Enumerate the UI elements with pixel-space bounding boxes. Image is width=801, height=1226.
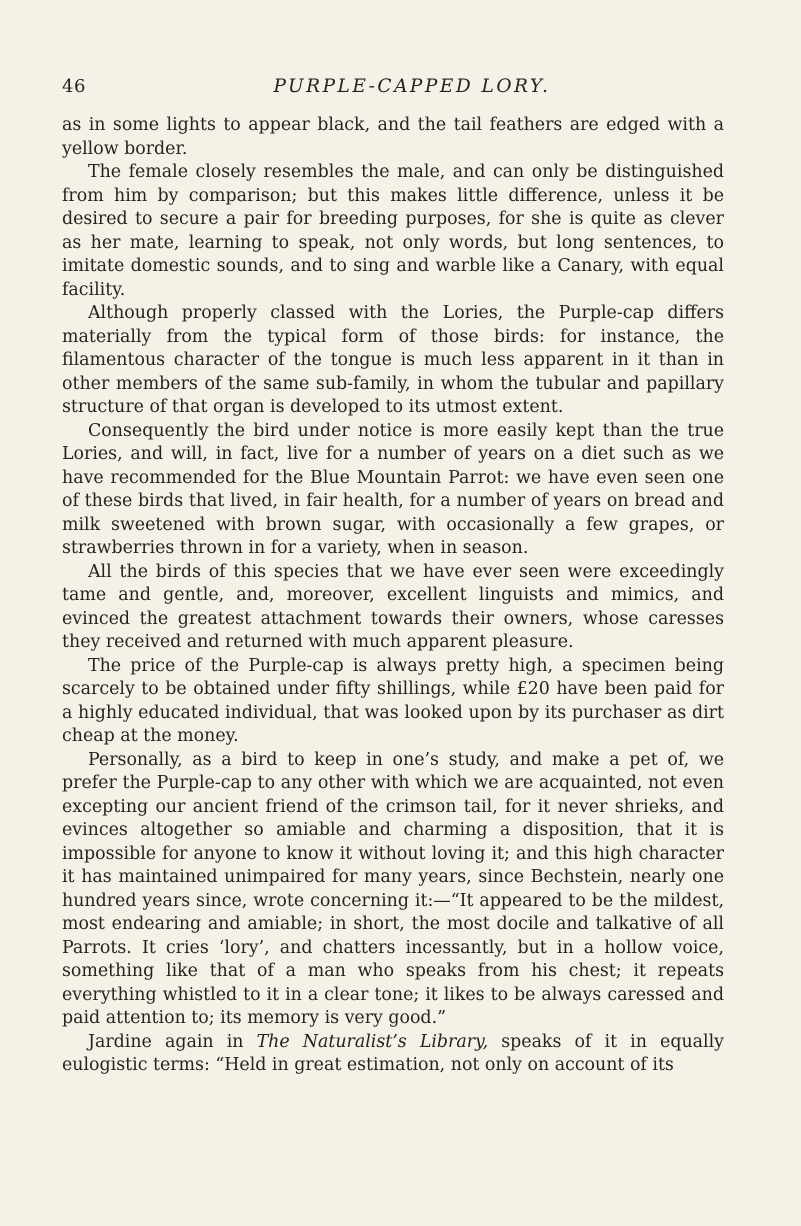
paragraph-classification: Although properly classed with the Lories, the Purple-cap differs materially from the typical form of those birds: for instance, the filamentous character of the tongue is much less apparent in it than in other members of the same sub-family, in whom the tubular and papillary structure of that organ is developed to its utmost extent. xyxy=(62,303,724,417)
paragraph-female: The female closely resembles the male, and can only be distinguished from him by comparison; but this makes little difference, unless it be desired to secure a pair for breeding purposes, for she is quite as clever as her mate, learning to speak, not only words, but long sentences, to imitate domestic sounds, and to sing and warble like a Canary, with equal facility. xyxy=(62,162,724,300)
paragraph-personal-view: Personally, as a bird to keep in one’s study, and make a pet of, we prefer the Purple-cap to any other with which we are acquainted, not even excepting our ancient friend of the crimson tail, for it never shrieks, and evinces altogether so amiable and charming a disposition, that it is impossible for anyone to know it without loving it; and this high character it has maintained unimpaired for many years, since Bechstein, nearly one hundred years since, wrote concerning it:—“It appeared to be the mildest, most endearing and amiable; in short, the most docile and talkative of all Parrots. It cries ‘lory’, and chatters incessantly, but in a hollow voice, something like that of a man who speaks from his chest; it repeats everything whistled to it in a clear tone; it likes to be always caressed and paid attention to; its memory is very good.” xyxy=(62,749,724,1028)
book-title: The Naturalist’s Library, xyxy=(256,1031,489,1052)
paragraph-tail-feathers: as in some lights to appear black, and the tail feathers are edged with a yellow border. xyxy=(62,115,724,159)
page-number: 46 xyxy=(62,76,86,97)
running-title: PURPLE-CAPPED LORY. xyxy=(273,76,551,97)
paragraph-jardine xyxy=(62,1031,724,1078)
jardine-text-after: speaks of it in equally eulogistic terms: “Held in great estimation, not only on account of its xyxy=(62,1031,724,1075)
paragraph-diet: Consequently the bird under notice is more easily kept than the true Lories, and will, in fact, live for a number of years on a diet such as we have recommended for the Blue Mountain Parrot: we have even seen one of these birds that lived, in fair health, for a number of years on bread and milk sweetened with brown sugar, with occasionally a few grapes, or strawberries thrown in for a variety, when in season. xyxy=(62,420,724,558)
page-header xyxy=(62,76,722,106)
paragraph-temperament: All the birds of this species that we have ever seen were exceedingly tame and gentle, and, moreover, excellent linguists and mimics, and evinced the greatest attachment towards their owners, whose caresses they received and returned with much apparent pleasure. xyxy=(62,561,724,652)
body-text xyxy=(62,114,724,1078)
paragraph-price: The price of the Purple-cap is always pretty high, a specimen being scarcely to be obtained under fifty shillings, while £20 have been paid for a highly educated individual, that was looked upon by its purchaser as dirt cheap at the money. xyxy=(62,655,724,746)
jardine-text-before: Jardine again in xyxy=(88,1031,257,1052)
